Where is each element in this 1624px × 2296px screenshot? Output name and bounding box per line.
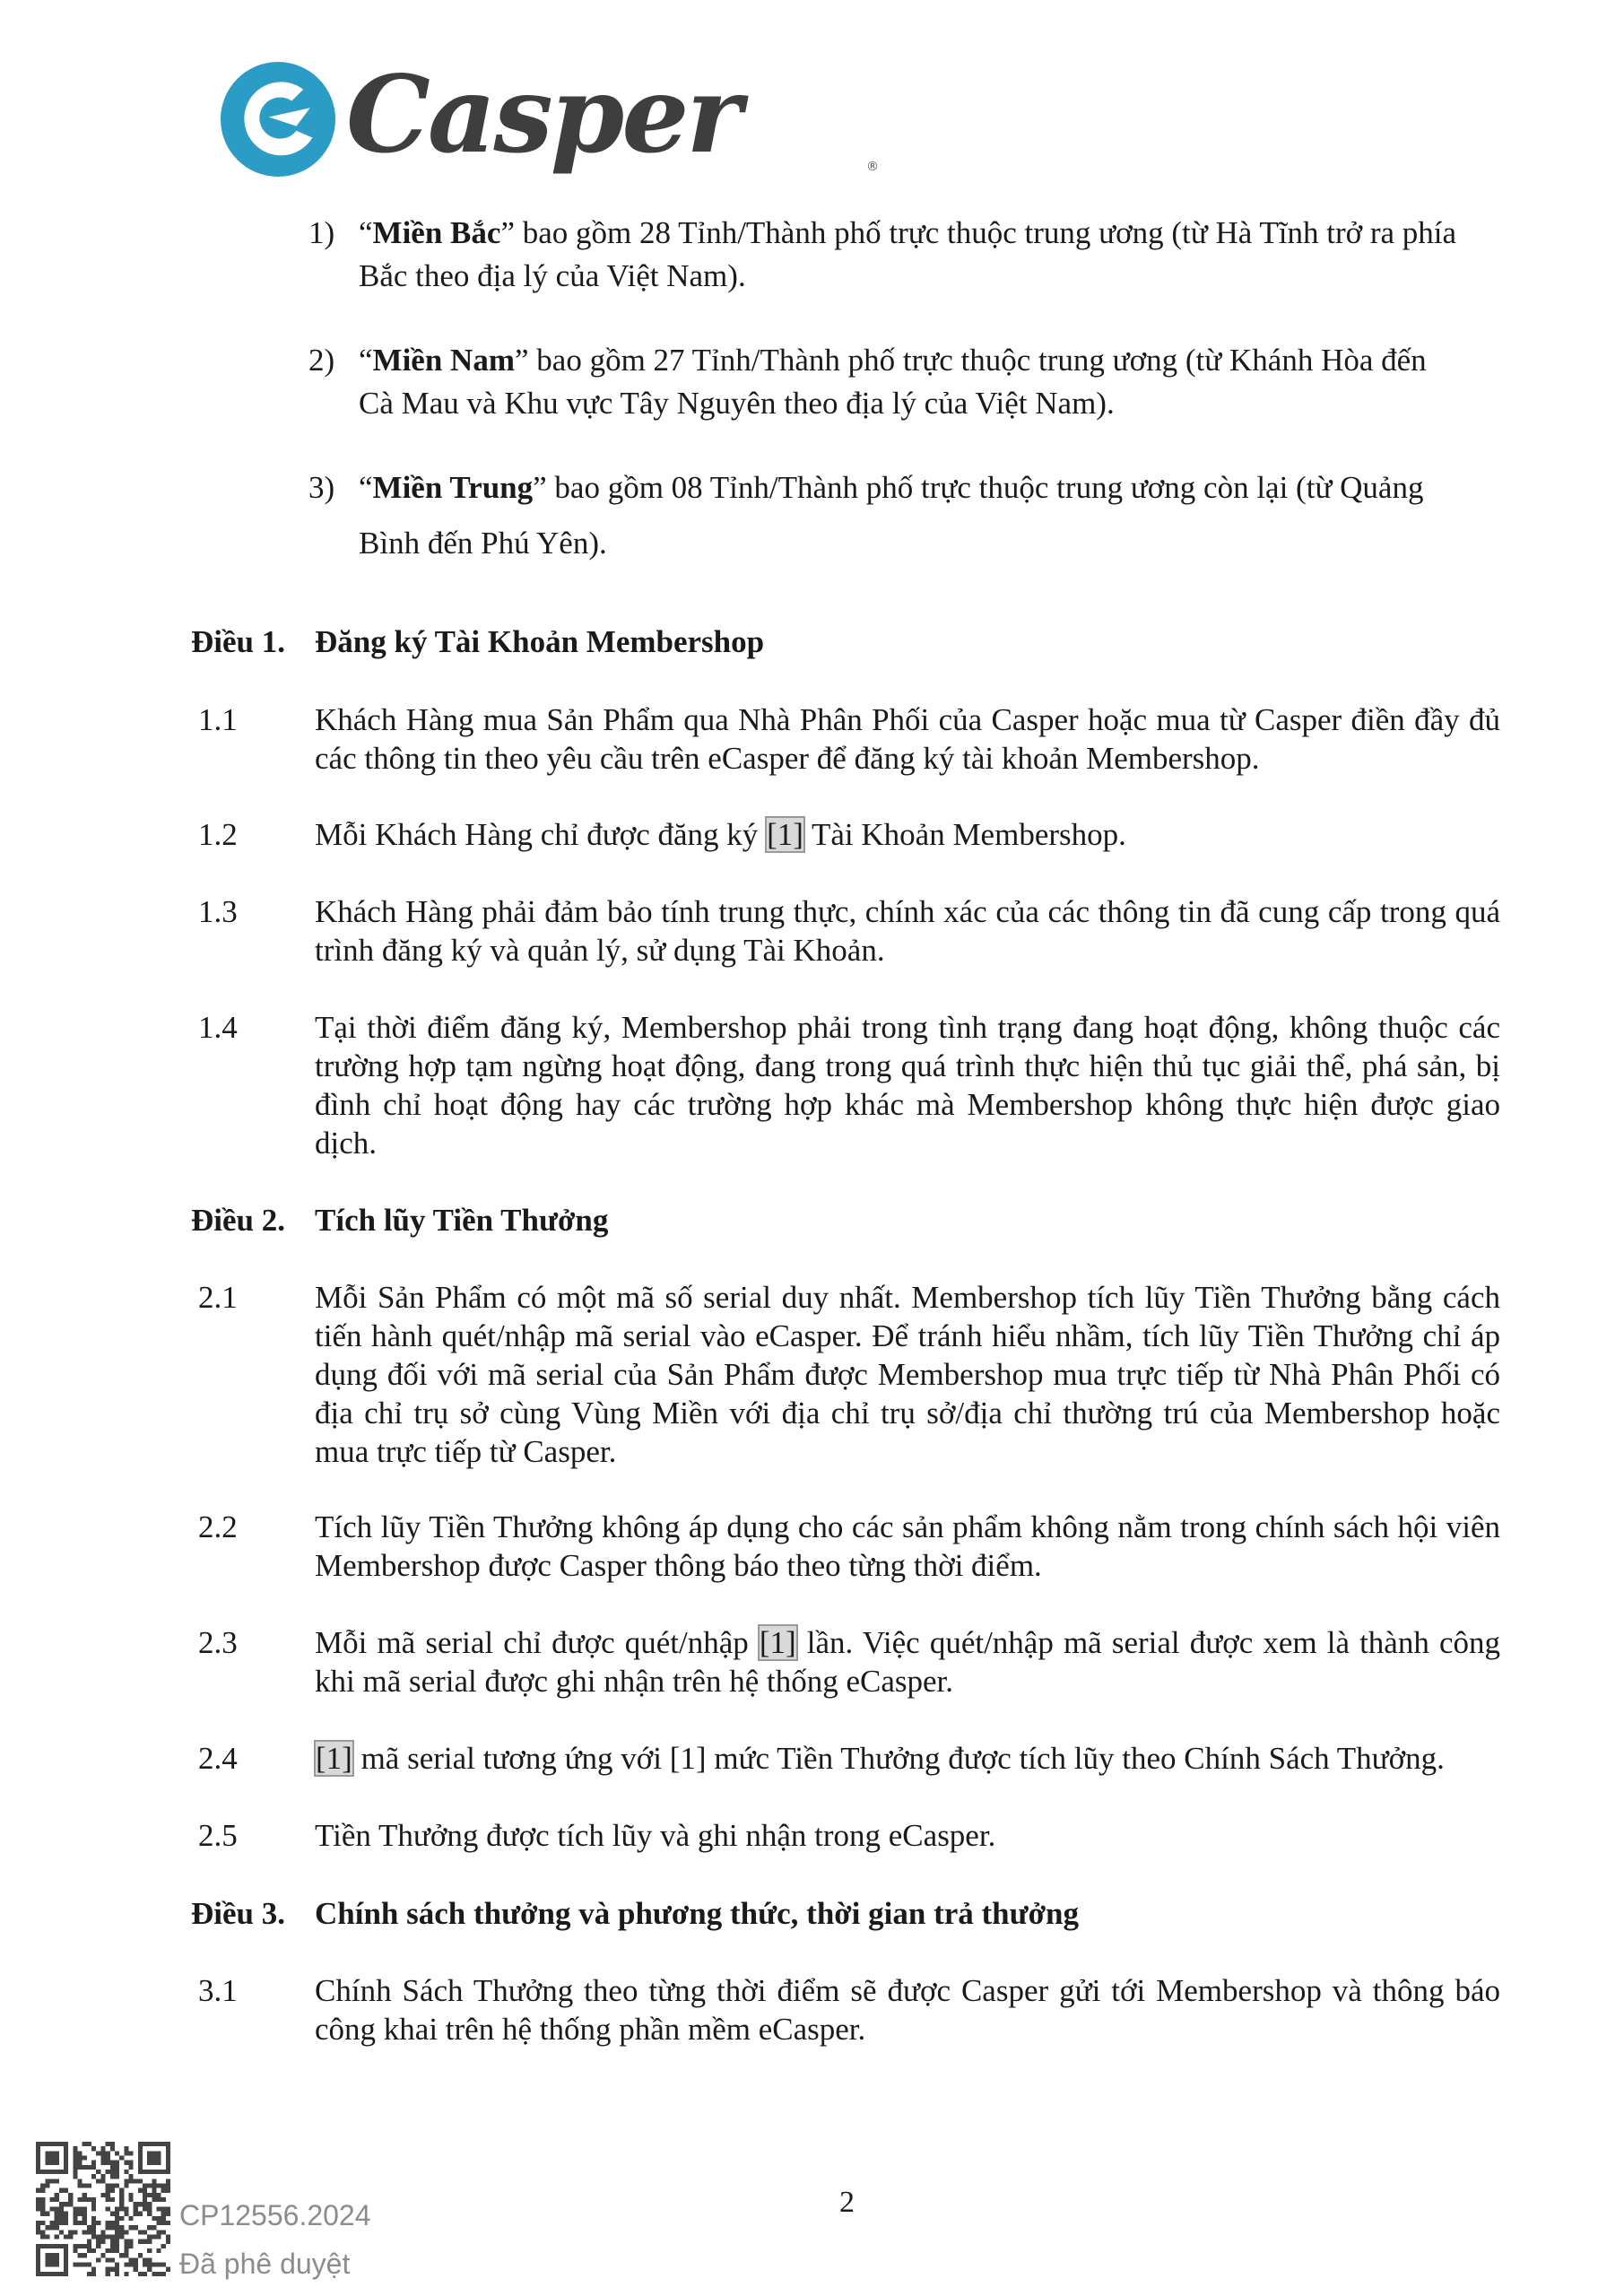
clause-text: [1] mã serial tương ứng với [1] mức Tiền Thưởng được tích lũy theo Chính Sách Thưởng. bbox=[316, 1741, 1445, 1776]
approval-code: CP12556.2024 bbox=[179, 2199, 371, 2231]
clause-text: Khách Hàng phải đảm bảo tính trung thực, chính xác của các thông tin đã cung cấp trong quá trình đăng ký và quản lý, sử dụng Tài Khoản. bbox=[315, 894, 1500, 968]
clause-number: 2.3 bbox=[198, 1625, 238, 1660]
region-line-2: Bình đến Phú Yên). bbox=[359, 526, 607, 561]
highlighted-count: [1] bbox=[767, 817, 803, 852]
approval-status: Đã phê duyệt bbox=[179, 2248, 351, 2280]
clause-text: Mỗi Khách Hàng chỉ được đăng ký [1] Tài Khoản Membershop. bbox=[315, 817, 1126, 852]
clause-text: Tiền Thưởng được tích lũy và ghi nhận trong eCasper. bbox=[315, 1818, 996, 1853]
registered-mark: ® bbox=[866, 160, 879, 174]
clause-number: 1.2 bbox=[198, 817, 238, 852]
clause-text: Mỗi mã serial chỉ được quét/nhập [1] lần. Việc quét/nhập mã serial được xem là thành công khi mã serial được ghi nhận trên hệ thống eCasper. bbox=[315, 1625, 1500, 1699]
clause-text: Tại thời điểm đăng ký, Membershop phải trong tình trạng đang hoạt động, không thuộc các trường hợp tạm ngừng hoạt động, đang trong quá trình thực hiện thủ tục giải thể, phá sản, bị đình chỉ hoạt động hay các trường hợp khác mà Membershop không thực hiện được giao dịch. bbox=[315, 1010, 1500, 1161]
clause-text: Chính Sách Thưởng theo từng thời điểm sẽ được Casper gửi tới Membershop và thông báo công khai trên hệ thống phần mềm eCasper. bbox=[315, 1973, 1500, 2047]
casper-logo-text: Casper bbox=[346, 52, 740, 177]
article-label: Điều 1. bbox=[191, 624, 285, 659]
clause-number: 2.5 bbox=[198, 1818, 238, 1853]
clause-number: 2.4 bbox=[198, 1741, 238, 1776]
article-label: Điều 2. bbox=[191, 1203, 285, 1238]
highlighted-count: [1] bbox=[759, 1625, 796, 1660]
clause-text: Tích lũy Tiền Thưởng không áp dụng cho các sản phẩm không nằm trong chính sách hội viên Membershop được Casper thông báo theo từng thời điểm. bbox=[315, 1509, 1500, 1583]
casper-logo bbox=[221, 52, 879, 185]
region-number: 1) bbox=[308, 215, 335, 250]
article-label: Điều 3. bbox=[191, 1896, 285, 1931]
article-title: Đăng ký Tài Khoản Membershop bbox=[315, 624, 765, 659]
region-line-2: Bắc theo địa lý của Việt Nam). bbox=[359, 258, 746, 293]
clause-number: 1.4 bbox=[198, 1010, 238, 1045]
region-line-2: Cà Mau và Khu vực Tây Nguyên theo địa lý của Việt Nam). bbox=[359, 386, 1115, 421]
region-line-1: “Miền Bắc” bao gồm 28 Tỉnh/Thành phố trực thuộc trung ương (từ Hà Tĩnh trở ra phía bbox=[359, 215, 1457, 250]
clause-number: 1.1 bbox=[198, 702, 238, 737]
region-line-1: “Miền Nam” bao gồm 27 Tỉnh/Thành phố trực thuộc trung ương (từ Khánh Hòa đến bbox=[359, 343, 1427, 378]
region-line-1: “Miền Trung” bao gồm 08 Tỉnh/Thành phố trực thuộc trung ương còn lại (từ Quảng bbox=[359, 470, 1424, 505]
region-term: Miền Bắc bbox=[372, 215, 501, 250]
clause-number: 2.2 bbox=[198, 1509, 238, 1544]
highlighted-count: [1] bbox=[316, 1741, 352, 1776]
region-term: Miền Trung bbox=[372, 470, 534, 505]
clause-number: 1.3 bbox=[198, 894, 238, 929]
clause-number: 2.1 bbox=[198, 1280, 238, 1315]
region-term: Miền Nam bbox=[372, 343, 515, 378]
region-number: 3) bbox=[308, 470, 335, 505]
clause-text: Mỗi Sản Phẩm có một mã số serial duy nhất. Membershop tích lũy Tiền Thưởng bằng cách tiến hành quét/nhập mã serial vào eCasper. Để tránh hiểu nhầm, tích lũy Tiền Thưởng chỉ áp dụng đối với mã serial của Sản Phẩm được Membershop mua trực tiếp từ Nhà Phân Phối có địa chỉ trụ sở cùng Vùng Miền với địa chỉ trụ sở/địa chỉ thường trú của Membershop hoặc mua trực tiếp từ Casper. bbox=[315, 1280, 1500, 1469]
clause-text: Khách Hàng mua Sản Phẩm qua Nhà Phân Phối của Casper hoặc mua từ Casper điền đầy đủ các thông tin theo yêu cầu trên eCasper để đăng ký tài khoản Membershop. bbox=[315, 702, 1500, 776]
article-title: Chính sách thưởng và phương thức, thời gian trả thưởng bbox=[315, 1896, 1079, 1931]
page-number: 2 bbox=[839, 2186, 855, 2219]
qr-code-icon bbox=[36, 2142, 170, 2276]
clause-number: 3.1 bbox=[198, 1973, 238, 2008]
region-number: 2) bbox=[308, 343, 335, 378]
article-title: Tích lũy Tiền Thưởng bbox=[315, 1203, 609, 1238]
casper-logo-mark-icon bbox=[221, 62, 335, 177]
